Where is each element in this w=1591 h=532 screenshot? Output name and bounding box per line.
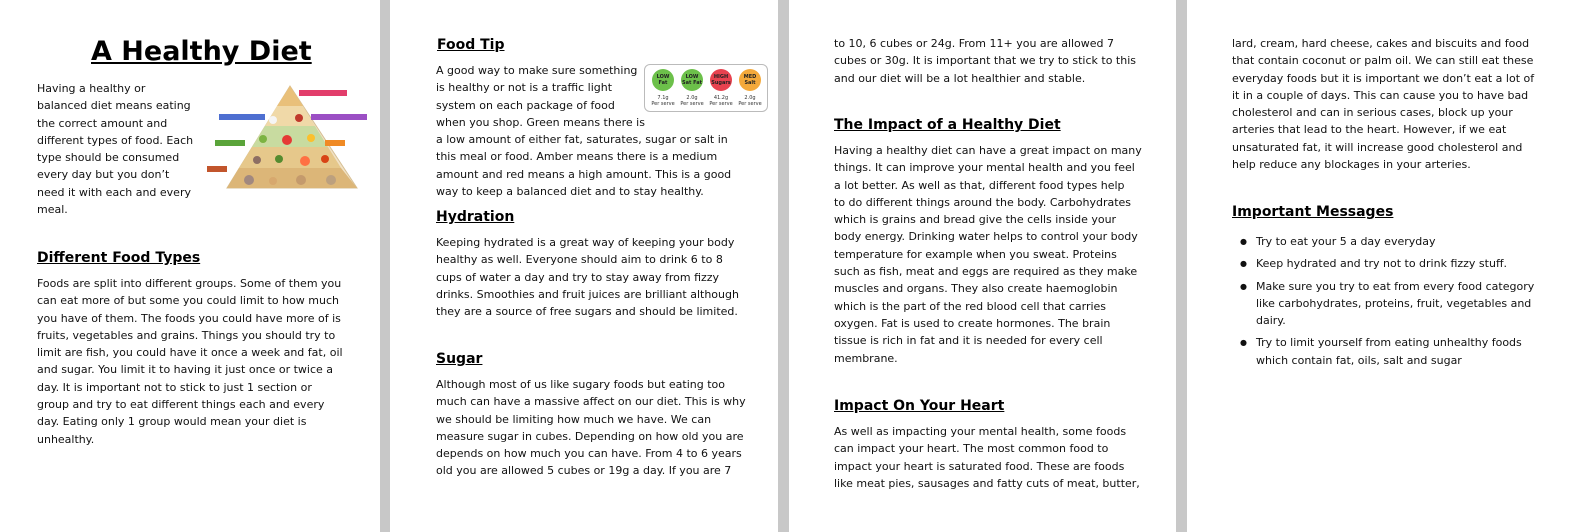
heart-continued-paragraph: lard, cream, hard cheese, cakes and biscuits and food that contain coconut or palm oil. We can still eat these everyday foods but it is important we don’t eat a lot of it in a couple of days. This can cause you to have bad cholesterol and can in serious cases, block up your arteries that lead to the heart. However, if we eat unsaturated fat, it will increase good cholesterol and help reduce any blockages in your arteries. <box>1232 37 1535 172</box>
traffic-circle-sat-fat: LOW Sat Fat <box>681 69 703 91</box>
list-item: ● Make sure you try to eat from every food category like carbohydrates, proteins, fruit, vegetables and dairy. <box>1232 278 1562 330</box>
traffic-circle-salt: MED Salt <box>739 69 761 91</box>
messages-heading: Important Messages <box>1232 204 1394 220</box>
traffic-circle-fat: LOW Fat <box>652 69 674 91</box>
food-types-paragraph: Foods are split into different groups. Some of them you can eat more of but some you could limit to how much you have of them. The foods you could have more of is fruits, vegetables and grains. Things you should try to limit are fish, you could have it once a week and fat, oil and sugar. You limit it to having it just once or twice a day. It is important not to stick to just 1 section or group and try to eat different things each and every day. Eating only 1 group would mean your diet is unhealthy. <box>37 277 343 446</box>
food-tip-paragraph-wide: a low amount of either fat, saturates, sugar or salt in this meal or food. Amber means there is a medium amount and red means a high amount. This is a good way to keep a balanced diet and to stay healthy. <box>436 133 732 198</box>
food-tip-heading: Food Tip <box>437 37 505 53</box>
food-pyramid-image <box>207 84 373 194</box>
heart-heading: Impact On Your Heart <box>834 398 1005 414</box>
sugar-paragraph: Although most of us like sugary foods but eating too much can have a massive affect on our diet. This is why we should be limiting how much we have. We can measure sugar in cubes. Depending on how old you are depends on how much you can have. From 4 to 6 years old you are allowed 5 cubes or 19g a day. If you are 7 <box>436 378 746 478</box>
food-types-heading: Different Food Types <box>37 250 201 266</box>
list-item: ● Try to eat your 5 a day everyday <box>1232 233 1562 250</box>
impact-heading: The Impact of a Healthy Diet <box>834 117 1061 133</box>
list-item: ● Keep hydrated and try not to drink fizzy stuff. <box>1232 255 1562 272</box>
traffic-value-sugars: 41.2g Per serve <box>709 95 733 107</box>
hydration-paragraph: Keeping hydrated is a great way of keeping your body healthy as well. Everyone should aim to drink 6 to 8 cups of water a day and try to stay away from fizzy drinks. Smoothies and fruit juices are brilliant although they are a source of free sugars and should be limited. <box>436 236 739 319</box>
heart-paragraph: As well as impacting your mental health, some foods can impact your heart. The most common food to impact your heart is saturated food. These are foods like meat pies, sausages and fatty cuts of meat, butter, <box>834 425 1140 490</box>
intro-paragraph: Having a healthy or balanced diet means eating the correct amount and different types of food. Each type should be consumed every day but you don’t need it with each and every meal. <box>37 82 194 217</box>
sugar-continued-paragraph: to 10, 6 cubes or 24g. From 11+ you are allowed 7 cubes or 30g. It is important that we try to stick to this and our diet will be a lot healthier and stable. <box>834 37 1137 85</box>
traffic-circle-sugars: HIGH Sugars <box>710 69 732 91</box>
impact-paragraph: Having a healthy diet can have a great impact on many things. It can improve your mental health and you feel a lot better. As well as that, different food types help to do different things around the body. Carbohydrates which is grains and bread give the cells inside your body energy. Drinking water helps to control your body temperature for example when you sweat. Proteins such as fish, meat and eggs are required as they make muscles and organs. They also create haemoglobin which is the part of the red blood cell that carries oxygen. Fat is used to create hormones. The brain tissue is rich in fat and it is needed for every cell membrane. <box>834 144 1142 365</box>
important-messages-list <box>1232 233 1562 374</box>
hydration-heading: Hydration <box>436 209 515 225</box>
traffic-value-fat: 7.1g Per serve <box>651 95 675 107</box>
list-item: ● Try to limit yourself from eating unhealthy foods which contain fat, oils, salt and sugar <box>1232 334 1562 369</box>
traffic-value-salt: 2.0g Per serve <box>738 95 762 107</box>
traffic-value-sat-fat: 2.0g Per serve <box>680 95 704 107</box>
food-tip-paragraph-narrow: A good way to make sure something is healthy or not is a traffic light system on each package of food when you shop. Green means there is <box>436 64 645 129</box>
traffic-light-label-image <box>644 64 768 112</box>
sugar-heading: Sugar <box>436 351 483 367</box>
page-title: A Healthy Diet <box>91 36 312 67</box>
